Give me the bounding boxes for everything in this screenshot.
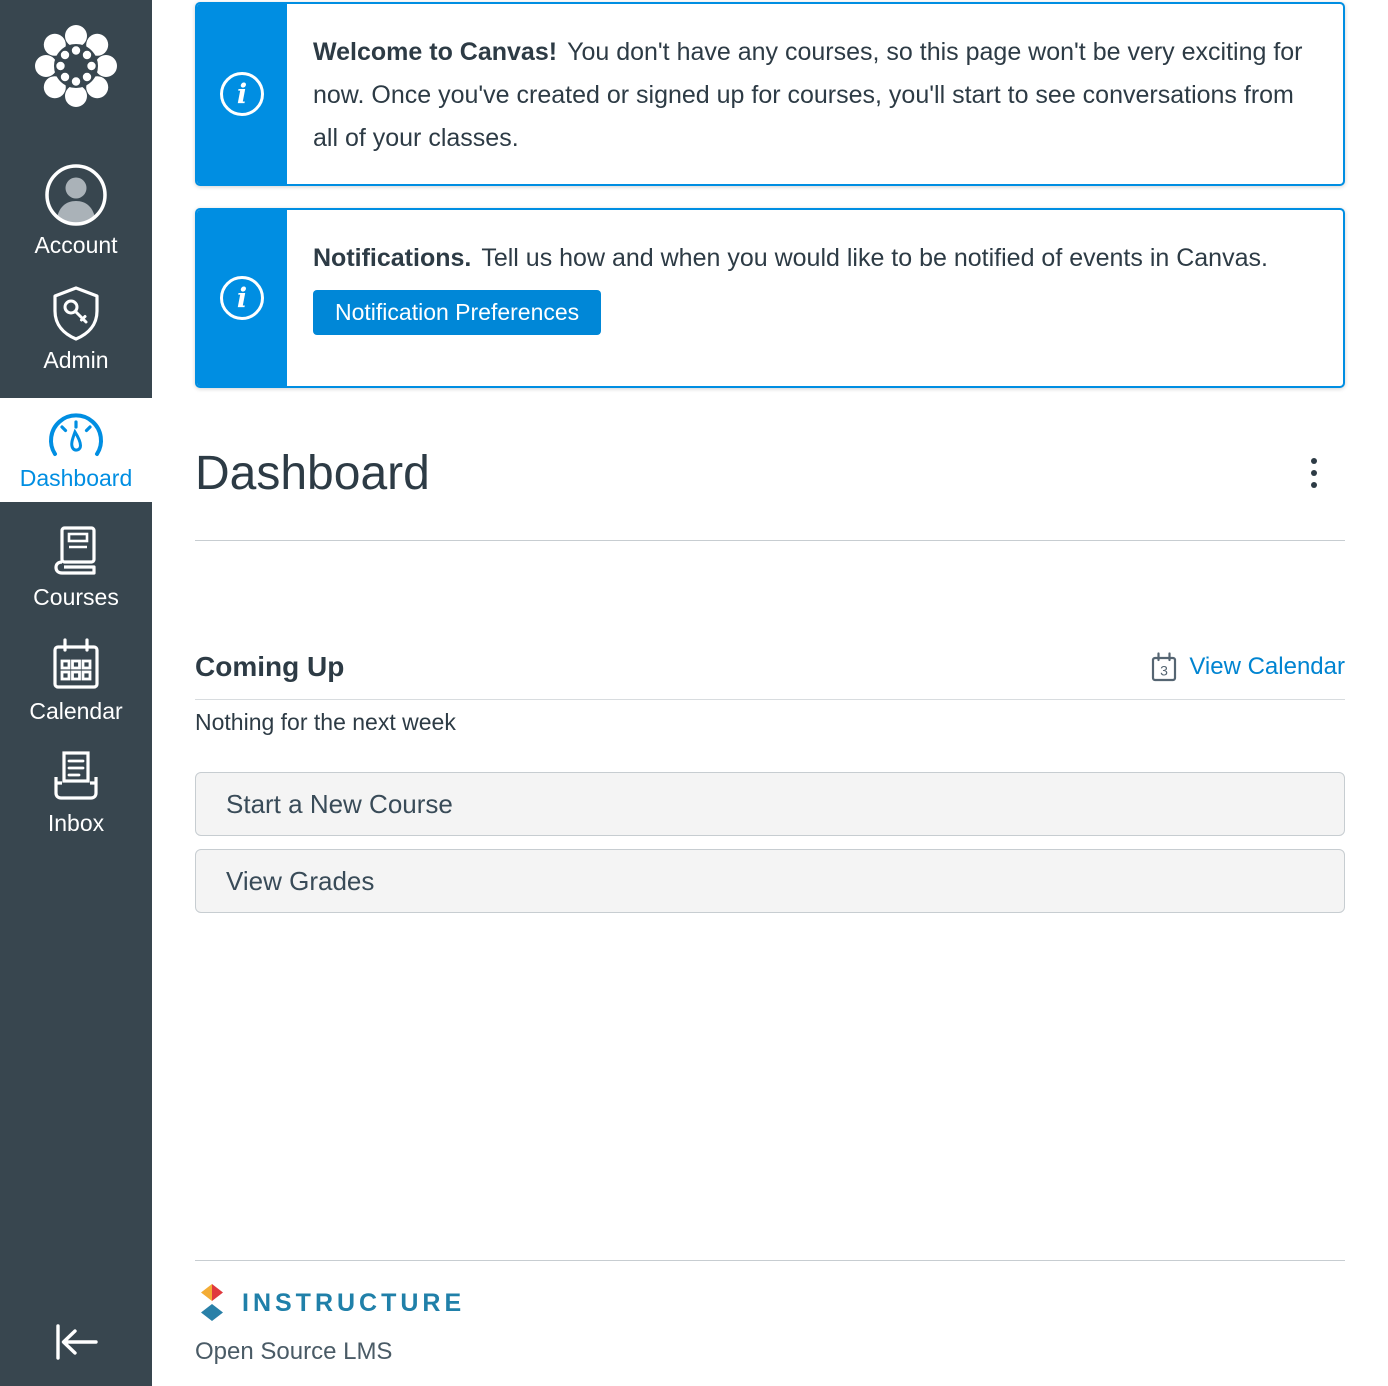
- sidebar-item-dashboard[interactable]: [0, 398, 152, 502]
- start-new-course-button[interactable]: Start a New Course: [195, 772, 1345, 836]
- notification-preferences-button[interactable]: Notification Preferences: [313, 290, 601, 335]
- welcome-alert: [195, 2, 1345, 186]
- coming-up-divider: [195, 699, 1345, 700]
- welcome-alert-title: Welcome to Canvas!: [313, 38, 558, 66]
- sidebar-item-label: Courses: [33, 584, 119, 610]
- sidebar-item-inbox[interactable]: [0, 740, 152, 844]
- page-footer: [195, 1260, 1345, 1366]
- sidebar-item-label: Inbox: [47, 810, 105, 836]
- welcome-alert-body: [287, 4, 1343, 184]
- sidebar-item-account[interactable]: [0, 158, 152, 262]
- page-header: [195, 444, 1345, 502]
- sidebar-item-courses[interactable]: [0, 514, 152, 618]
- account-icon: [44, 163, 108, 227]
- kebab-dot: [1311, 470, 1317, 476]
- sidebar-item-label: Account: [34, 232, 118, 258]
- notifications-alert-text: Tell us how and when you would like to be notified of events in Canvas.: [481, 244, 1268, 272]
- footer-tagline: Open Source LMS: [195, 1338, 393, 1365]
- page-title: Dashboard: [195, 446, 430, 500]
- instructure-brand[interactable]: [195, 1283, 1345, 1323]
- coming-up-heading: Coming Up: [195, 651, 345, 682]
- alert-stripe: [197, 4, 287, 184]
- sidebar-item-label: Admin: [43, 347, 109, 373]
- dashboard-gauge-icon: [45, 410, 107, 460]
- info-icon: i: [220, 72, 264, 116]
- header-divider: [195, 540, 1345, 541]
- coming-up-header: [195, 651, 1345, 683]
- mini-calendar-icon: [1150, 652, 1178, 683]
- view-grades-button[interactable]: View Grades: [195, 849, 1345, 913]
- kebab-dot: [1311, 482, 1317, 488]
- view-calendar-link[interactable]: [1150, 652, 1345, 683]
- collapse-sidebar-button[interactable]: [0, 1318, 152, 1366]
- alert-stripe: [197, 210, 287, 386]
- calendar-icon: [48, 637, 104, 693]
- info-icon: i: [220, 276, 264, 320]
- main-content: [152, 0, 1388, 1386]
- kebab-dot: [1311, 458, 1317, 464]
- sidebar-item-label: Dashboard: [19, 465, 133, 491]
- welcome-alert-text: You don't have any courses, so this page won't be very exciting for now. Once you've created or signed up for courses, you'll start to see conversations from all of your classes.: [313, 38, 1303, 152]
- view-calendar-label: View Calendar: [1189, 653, 1345, 680]
- instructure-logo-icon: [195, 1283, 229, 1323]
- instructure-wordmark: INSTRUCTURE: [242, 1288, 466, 1317]
- sidebar-item-calendar[interactable]: [0, 628, 152, 732]
- notifications-alert-title: Notifications.: [313, 244, 472, 272]
- dashboard-options-kebab-button[interactable]: [1301, 452, 1327, 494]
- collapse-left-icon: [47, 1320, 105, 1364]
- courses-book-icon: [48, 523, 104, 579]
- sidebar-item-admin[interactable]: [0, 276, 152, 380]
- admin-shield-icon: [48, 284, 104, 342]
- notifications-alert: [195, 208, 1345, 388]
- canvas-logo-icon[interactable]: [34, 24, 118, 108]
- inbox-icon: [48, 749, 104, 805]
- global-nav-sidebar: [0, 0, 152, 1386]
- notifications-alert-body: [287, 210, 1300, 386]
- footer-divider: [195, 1260, 1345, 1261]
- mini-calendar-day: 3: [1160, 662, 1169, 678]
- coming-up-empty-message: Nothing for the next week: [195, 709, 456, 735]
- sidebar-item-label: Calendar: [29, 698, 123, 724]
